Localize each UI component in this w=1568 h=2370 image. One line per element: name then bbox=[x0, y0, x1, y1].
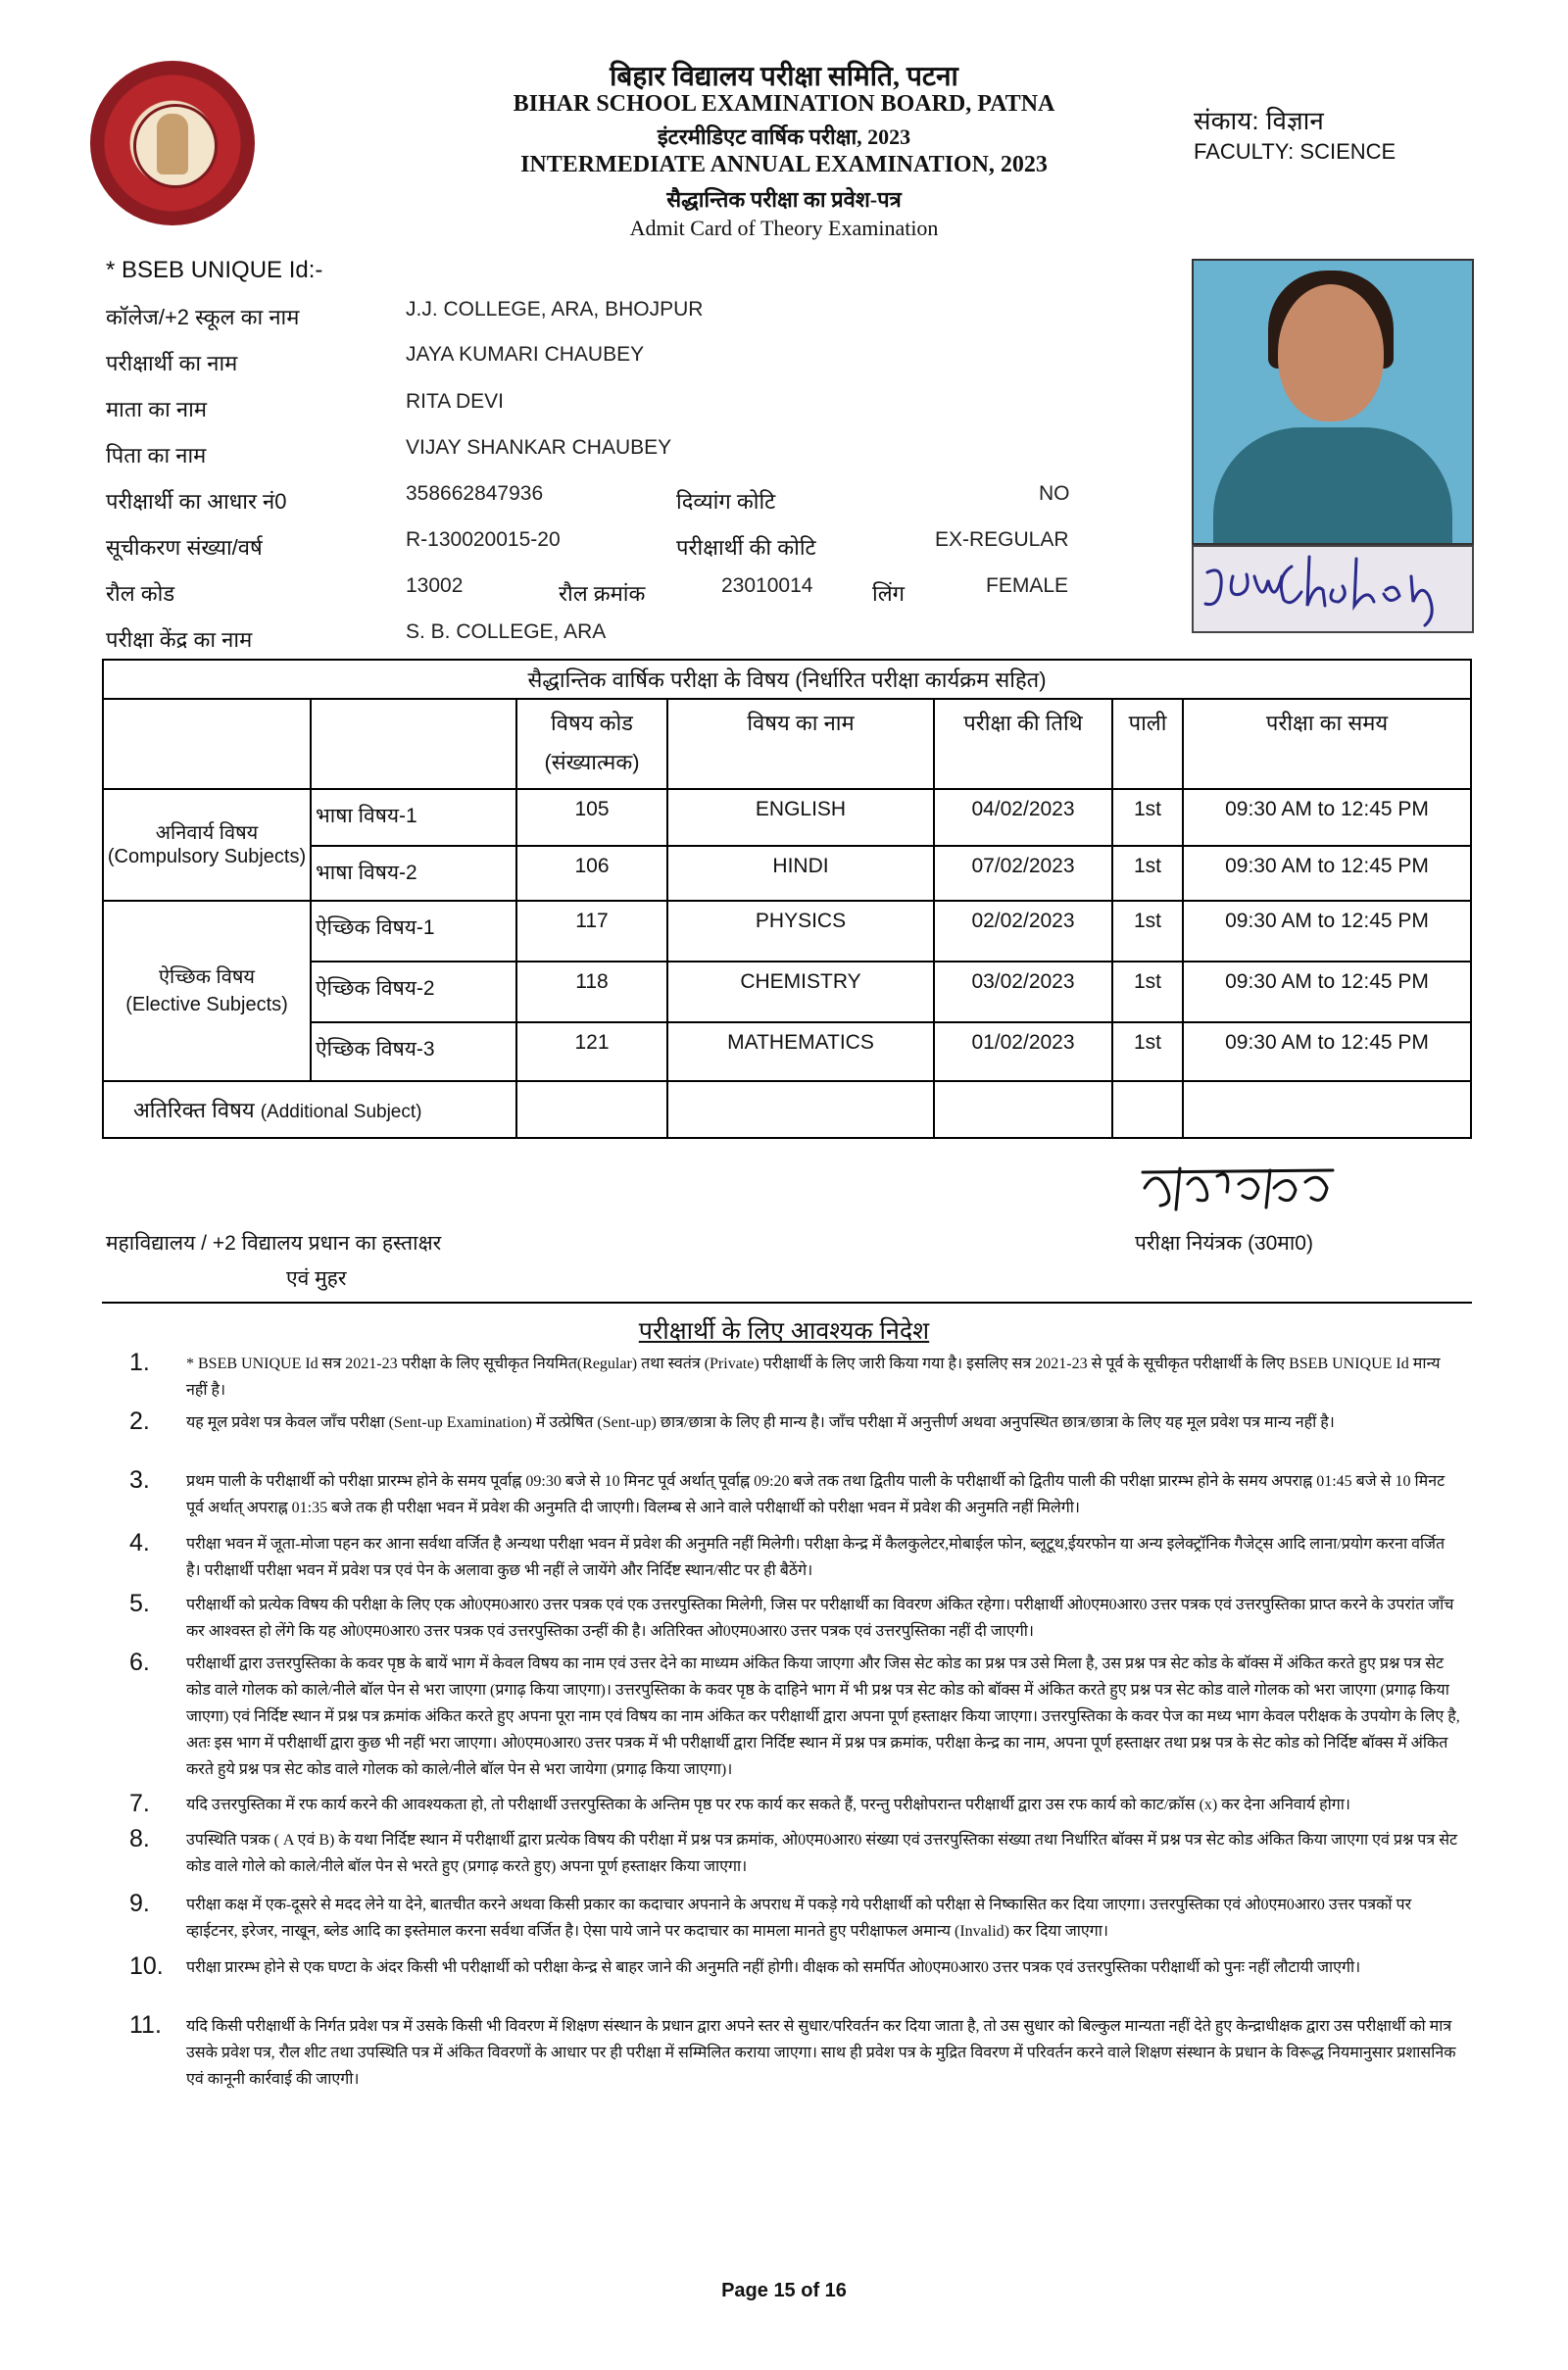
page-number: Page 15 of 16 bbox=[721, 2280, 847, 2301]
exam-centre-value: S. B. COLLEGE, ARA bbox=[406, 620, 607, 643]
hindi-card-title: सैद्धान्तिक परीक्षा का प्रवेश-पत्र bbox=[666, 187, 902, 212]
instruction-number: 11. bbox=[129, 2011, 162, 2039]
exam-time: 09:30 AM to 12:45 PM bbox=[1183, 789, 1471, 846]
subject-name: CHEMISTRY bbox=[667, 962, 934, 1022]
exam-time: 09:30 AM to 12:45 PM bbox=[1183, 962, 1471, 1022]
aadhar-label: परीक्षार्थी का आधार नं0 bbox=[106, 489, 287, 514]
additional-time bbox=[1183, 1081, 1471, 1138]
compulsory-hindi: अनिवार्य विषय bbox=[155, 822, 259, 844]
subject-code: 118 bbox=[516, 962, 667, 1022]
elective-english: (Elective Subjects) bbox=[125, 994, 288, 1015]
mother-name-value: RITA DEVI bbox=[406, 390, 504, 413]
instruction-number: 4. bbox=[129, 1529, 150, 1556]
instruction-text: परीक्षा कक्ष में एक-दूसरे से मदद लेने या देने, बातचीत करने अथवा किसी प्रकार का कदाचार अपनाने के अपराध में पकड़े गये परीक्षार्थी को परीक्षा से निष्कासित कर दिया जाएगा। उत्तरपुस्तिका एवं ओ0एम0आर0 उत्तर पत्रकों पर व्हाईटनर, इरेजर, नाखून, ब्लेड आदि का इस्तेमाल करना सर्वथा वर्जित है। ऐसा पाये जाने पर कदाचार का मामला मानते हुए परीक्षाफल अमान्य (Invalid) कर दिया जाएगा। bbox=[186, 1897, 1412, 1940]
exam-title: INTERMEDIATE ANNUAL EXAMINATION, 2023 bbox=[520, 152, 1048, 177]
instruction-text: परीक्षा प्रारम्भ होने से एक घण्टा के अंदर किसी भी परीक्षार्थी को परीक्षा केन्द्र से बाहर जाने की अनुमति नहीं होगी। वीक्षक को समर्पित ओ0एम0आर0 उत्तर पत्रक एवं उत्तरपुस्तिका परीक्षार्थी को पुनः नहीं लौटायी जाएगी। bbox=[186, 1959, 1361, 1976]
subject-code: 105 bbox=[516, 789, 667, 846]
additional-subject-row bbox=[103, 1081, 1471, 1138]
instruction-number: 2. bbox=[129, 1407, 150, 1435]
header-subject-code-line1: विषय कोड bbox=[551, 711, 633, 735]
subject-code: 117 bbox=[516, 901, 667, 962]
gender-label: लिंग bbox=[872, 581, 906, 606]
instruction-number: 5. bbox=[129, 1590, 150, 1617]
exam-date: 07/02/2023 bbox=[934, 846, 1112, 901]
exam-date: 03/02/2023 bbox=[934, 962, 1112, 1022]
subject-name: ENGLISH bbox=[667, 789, 934, 846]
candidate-name-value: JAYA KUMARI CHAUBEY bbox=[406, 343, 645, 366]
candidate-signature bbox=[1192, 545, 1474, 633]
controller-sign-text: संजीव रंजन bbox=[1284, 1168, 1289, 1169]
header-exam-time: परीक्षा का समय bbox=[1183, 699, 1471, 789]
registration-label: सूचीकरण संख्या/वर्ष bbox=[106, 535, 263, 560]
roll-number-label: रौल क्रमांक bbox=[559, 581, 646, 606]
header-subject-code bbox=[516, 699, 667, 789]
header-empty-1 bbox=[103, 699, 311, 789]
instruction-text: यदि किसी परीक्षार्थी के निर्गत प्रवेश पत्र में उसके किसी भी विवरण में शिक्षण संस्थान के प्रधान द्वारा अपने स्तर से सुधार/परिवर्तन कर दिया जाता है, तो उस सुधार को बिल्कुल मान्यता नहीं देते हुए केन्द्राधीक्षक द्वारा उस परीक्षार्थी को मात्र उसके प्रवेश पत्र, रौल शीट तथा उपस्थिति पत्र में अंकित विवरणों के आधार पर ही परीक्षा में सम्मिलित कराया जाएगा। साथ ही प्रवेश पत्र के मुद्रित विवरण में परिवर्तन करने वाले शिक्षण संस्थान के प्रधान के विरूद्ध नियमानुसार प्रशासनिक एवं कानूनी कार्रवाई की जाएगी। bbox=[186, 2018, 1456, 2088]
father-name-label: पिता का नाम bbox=[106, 443, 207, 468]
subject-name: MATHEMATICS bbox=[667, 1022, 934, 1081]
exam-time: 09:30 AM to 12:45 PM bbox=[1183, 1022, 1471, 1081]
header-subject-name: विषय का नाम bbox=[667, 699, 934, 789]
candidate-signature-drawing bbox=[1194, 547, 1472, 631]
header-shift: पाली bbox=[1112, 699, 1183, 789]
instruction-number: 9. bbox=[129, 1890, 150, 1917]
roll-code-value: 13002 bbox=[406, 574, 464, 597]
exam-shift: 1st bbox=[1112, 1022, 1183, 1081]
faculty-hindi: संकाय: विज्ञान bbox=[1194, 106, 1324, 135]
instruction-text: यदि उत्तरपुस्तिका में रफ कार्य करने की आवश्यकता हो, तो परीक्षार्थी उत्तरपुस्तिका के अन्तिम पृष्ठ पर रफ कार्य कर सकते हैं, परन्तु परीक्षोपरान्त परीक्षार्थी द्वारा उस रफ कार्य को काट/क्रॉस (x) कर देना अनिवार्य होगा। bbox=[186, 1797, 1350, 1813]
header-exam-date: परीक्षा की तिथि bbox=[934, 699, 1112, 789]
additional-shift bbox=[1112, 1081, 1183, 1138]
instruction-text: यह मूल प्रवेश पत्र केवल जाँच परीक्षा (Sent-up Examination) में उत्प्रेषित (Sent-up) छात्र/छात्रा के लिए ही मान्य है। जाँच परीक्षा में अनुत्तीर्ण अथवा अनुपस्थित छात्र/छात्रा के लिए यह मूल प्रवेश पत्र मान्य नहीं है। bbox=[186, 1414, 1335, 1431]
subject-name: HINDI bbox=[667, 846, 934, 901]
instruction-number: 10. bbox=[129, 1952, 164, 1980]
subject-type: भाषा विषय-1 bbox=[311, 789, 516, 846]
instructions-title: परीक्षार्थी के लिए आवश्यक निदेश bbox=[638, 1317, 930, 1345]
exam-date: 04/02/2023 bbox=[934, 789, 1112, 846]
subject-type: ऐच्छिक विषय-1 bbox=[311, 901, 516, 962]
instruction-text: प्रथम पाली के परीक्षार्थी को परीक्षा प्रारम्भ होने के समय पूर्वाह्न 09:30 बजे से 10 मिनट पूर्व अर्थात् पूर्वाह्न 09:20 बजे तक तथा द्वितीय पाली के परीक्षार्थी को द्वितीय पाली की परीक्षा प्रारम्भ होने के समय अपराह्न 01:45 बजे से 10 मिनट पूर्व अर्थात् अपराह्न 01:35 बजे तक ही परीक्षा भवन में प्रवेश की अनुमति दी जाएगी। विलम्ब से आने वाले परीक्षार्थी को परीक्षा भवन में प्रवेश की अनुमति नहीं मिलेगी। bbox=[186, 1473, 1446, 1516]
roll-number-value: 23010014 bbox=[721, 574, 813, 597]
exam-shift: 1st bbox=[1112, 962, 1183, 1022]
registration-value: R-130020015-20 bbox=[406, 528, 561, 551]
card-title: Admit Card of Theory Examination bbox=[629, 216, 939, 240]
father-name-value: VIJAY SHANKAR CHAUBEY bbox=[406, 436, 672, 459]
instructions-title-wrap bbox=[0, 1313, 1568, 1347]
additional-code bbox=[516, 1081, 667, 1138]
subjects-table bbox=[102, 659, 1472, 1139]
candidate-name-label: परीक्षार्थी का नाम bbox=[106, 351, 238, 375]
aadhar-value: 358662847936 bbox=[406, 482, 544, 505]
mother-name-label: माता का नाम bbox=[106, 397, 207, 421]
faculty-label: FACULTY: SCIENCE bbox=[1194, 139, 1396, 164]
subject-code: 121 bbox=[516, 1022, 667, 1081]
exam-date: 02/02/2023 bbox=[934, 901, 1112, 962]
category-value: EX-REGULAR bbox=[935, 528, 1069, 551]
controller-signature-drawing bbox=[1137, 1149, 1362, 1227]
instruction-number: 1. bbox=[129, 1349, 150, 1376]
exam-shift: 1st bbox=[1112, 901, 1183, 962]
additional-name bbox=[667, 1081, 934, 1138]
divyang-value: NO bbox=[1039, 482, 1070, 505]
instruction-number: 6. bbox=[129, 1649, 150, 1676]
instruction-number: 8. bbox=[129, 1825, 150, 1852]
principal-signature-line2: एवं मुहर bbox=[286, 1267, 347, 1290]
controller-signature bbox=[1137, 1149, 1362, 1227]
table-caption: सैद्धान्तिक वार्षिक परीक्षा के विषय (निर्धारित परीक्षा कार्यक्रम सहित) bbox=[103, 660, 1471, 699]
principal-signature-line1: महाविद्यालय / +2 विद्यालय प्रधान का हस्ताक्षर bbox=[106, 1232, 442, 1255]
instruction-text: * BSEB UNIQUE Id सत्र 2021-23 परीक्षा के लिए सूचीकृत नियमित(Regular) तथा स्वतंत्र (Private) परीक्षार्थी के लिए जारी किया गया है। इसलिए सत्र 2021-23 से पूर्व के सूचीकृत परीक्षार्थी के लिए BSEB UNIQUE Id मान्य नहीं है। bbox=[186, 1356, 1441, 1399]
exam-date: 01/02/2023 bbox=[934, 1022, 1112, 1081]
subject-type: भाषा विषय-2 bbox=[311, 846, 516, 901]
unique-id-label: * BSEB UNIQUE Id:- bbox=[106, 257, 323, 283]
subject-type: ऐच्छिक विषय-3 bbox=[311, 1022, 516, 1081]
roll-code-label: रौल कोड bbox=[106, 581, 175, 606]
controller-designation: परीक्षा नियंत्रक (उ0मा0) bbox=[1135, 1232, 1313, 1255]
subject-type: ऐच्छिक विषय-2 bbox=[311, 962, 516, 1022]
additional-hindi: अतिरिक्त विषय bbox=[133, 1098, 255, 1122]
instruction-text: परीक्षा भवन में जूता-मोजा पहन कर आना सर्वथा वर्जित है अन्यथा परीक्षा भवन में प्रवेश की अनुमति नहीं मिलेगी। परीक्षा केन्द्र में कैलकुलेटर,मोबाईल फोन, ब्लूटूथ,ईयरफोन या अन्य इलेक्ट्रॉनिक गैजेट्स आदि लाना/प्रयोग करना वर्जित है। परीक्षार्थी परीक्षा भवन में प्रवेश पत्र एवं पेन के अलावा कुछ भी नहीं ले जायेंगे और निर्दिष्ट स्थान/सीट पर ही बैठेंगे। bbox=[186, 1536, 1446, 1579]
candidate-photo bbox=[1192, 259, 1474, 545]
hindi-board-title: बिहार विद्यालय परीक्षा समिति, पटना bbox=[610, 62, 958, 92]
gender-value: FEMALE bbox=[986, 574, 1069, 597]
header-subject-code-line2: (संख्यात्मक) bbox=[544, 750, 640, 774]
college-label: कॉलेज/+2 स्कूल का नाम bbox=[106, 305, 300, 329]
college-value: J.J. COLLEGE, ARA, BHOJPUR bbox=[406, 298, 704, 321]
exam-time: 09:30 AM to 12:45 PM bbox=[1183, 846, 1471, 901]
compulsory-group bbox=[103, 789, 311, 901]
exam-time: 09:30 AM to 12:45 PM bbox=[1183, 901, 1471, 962]
additional-subject-label bbox=[103, 1081, 516, 1138]
divider-line bbox=[102, 1302, 1472, 1304]
subject-name: PHYSICS bbox=[667, 901, 934, 962]
compulsory-english: (Compulsory Subjects) bbox=[107, 846, 307, 867]
photo-face bbox=[1278, 284, 1384, 421]
header-empty-2 bbox=[311, 699, 516, 789]
elective-group bbox=[103, 901, 311, 1081]
exam-centre-label: परीक्षा केंद्र का नाम bbox=[106, 627, 253, 652]
photo-body bbox=[1213, 427, 1452, 545]
elective-hindi: ऐच्छिक विषय bbox=[159, 966, 255, 988]
divyang-label: दिव्यांग कोटि bbox=[676, 489, 776, 514]
additional-english: (Additional Subject) bbox=[260, 1102, 422, 1122]
exam-shift: 1st bbox=[1112, 789, 1183, 846]
instruction-text: परीक्षार्थी को प्रत्येक विषय की परीक्षा के लिए एक ओ0एम0आर0 उत्तर पत्रक एवं एक उत्तरपुस्तिका मिलेगी, जिस पर परीक्षार्थी का विवरण अंकित रहेगा। परीक्षार्थी ओ0एम0आर0 उत्तर पत्रक एवं उत्तरपुस्तिका प्राप्त करने के उपरांत जाँच कर आश्वस्त हो लेंगे कि यह ओ0एम0आर0 उत्तर पत्रक एवं उत्तरपुस्तिका उन्हीं की है। अतिरिक्त ओ0एम0आर0 उत्तर पत्रक एवं उत्तरपुस्तिका नहीं दी जाएगी। bbox=[186, 1597, 1454, 1640]
instruction-text: परीक्षार्थी द्वारा उत्तरपुस्तिका के कवर पृष्ठ के बायें भाग में केवल विषय का नाम एवं उत्तर देने का माध्यम अंकित किया जाएगा और जिस सेट कोड का प्रश्न पत्र उसे मिला है, उस प्रश्न पत्र सेट कोड के बॉक्स में अंकित करते हुए प्रश्न पत्र सेट कोड वाले गोलक को काले/नीले बॉल पेन से भरा जाएगा (प्रगाढ़ किया जाएगा)। उत्तरपुस्तिका के कवर पृष्ठ के दाहिने भाग में भी प्रश्न पत्र सेट कोड को बॉक्स में अंकित करते हुए प्रश्न पत्र सेट कोड वाले गोलक को भरा जाएगा (प्रगाढ़ किया जाएगा) एवं निर्दिष्ट स्थान में प्रश्न पत्र क्रमांक अंकित करते हुए अपना पूरा नाम एवं विषय का नाम अंकित कर परीक्षार्थी द्वारा अपना पूर्ण हस्ताक्षर किया जाएगा। उत्तरपुस्तिका के कवर पेज का मध्य भाग केवल परीक्षक के उपयोग के लिए है, अतः इस भाग में परीक्षार्थी द्वारा कुछ भी नहीं भरा जाएगा। ओ0एम0आर0 उत्तर पत्रक में भी परीक्षार्थी द्वारा निर्दिष्ट स्थान में प्रश्न पत्र क्रमांक, परीक्षा केन्द्र का नाम, अपना पूर्ण हस्ताक्षर तथा प्रश्न पत्र के सेट कोड को निर्दिष्ट बॉक्स में अंकित करते हुये प्रश्न पत्र सेट कोड वाले गोलक को काले/नीले बॉल पेन से भरा जायेगा (प्रगाढ़ किया जाएगा)। bbox=[186, 1655, 1460, 1778]
instruction-number: 7. bbox=[129, 1790, 150, 1817]
instruction-number: 3. bbox=[129, 1466, 150, 1494]
exam-shift: 1st bbox=[1112, 846, 1183, 901]
table-row bbox=[103, 789, 1471, 846]
instruction-text: उपस्थिति पत्रक ( A एवं B) के यथा निर्दिष्ट स्थान में परीक्षार्थी द्वारा प्रत्येक विषय की परीक्षा में प्रश्न पत्र क्रमांक, ओ0एम0आर0 संख्या एवं उत्तरपुस्तिका संख्या तथा निर्धारित बॉक्स में प्रश्न पत्र सेट कोड अंकित किया जाएगा एवं प्रश्न पत्र सेट कोड वाले गोले को काले/नीले बॉल पेन से भरते हुए (प्रगाढ़ करते हुए) अपना पूर्ण हस्ताक्षर किया जाएगा। bbox=[186, 1832, 1458, 1875]
table-row bbox=[103, 901, 1471, 962]
additional-date bbox=[934, 1081, 1112, 1138]
category-label: परीक्षार्थी की कोटि bbox=[676, 535, 816, 560]
board-title: BIHAR SCHOOL EXAMINATION BOARD, PATNA bbox=[513, 91, 1055, 117]
subject-code: 106 bbox=[516, 846, 667, 901]
hindi-exam-title: इंटरमीडिएट वार्षिक परीक्षा, 2023 bbox=[657, 124, 911, 149]
